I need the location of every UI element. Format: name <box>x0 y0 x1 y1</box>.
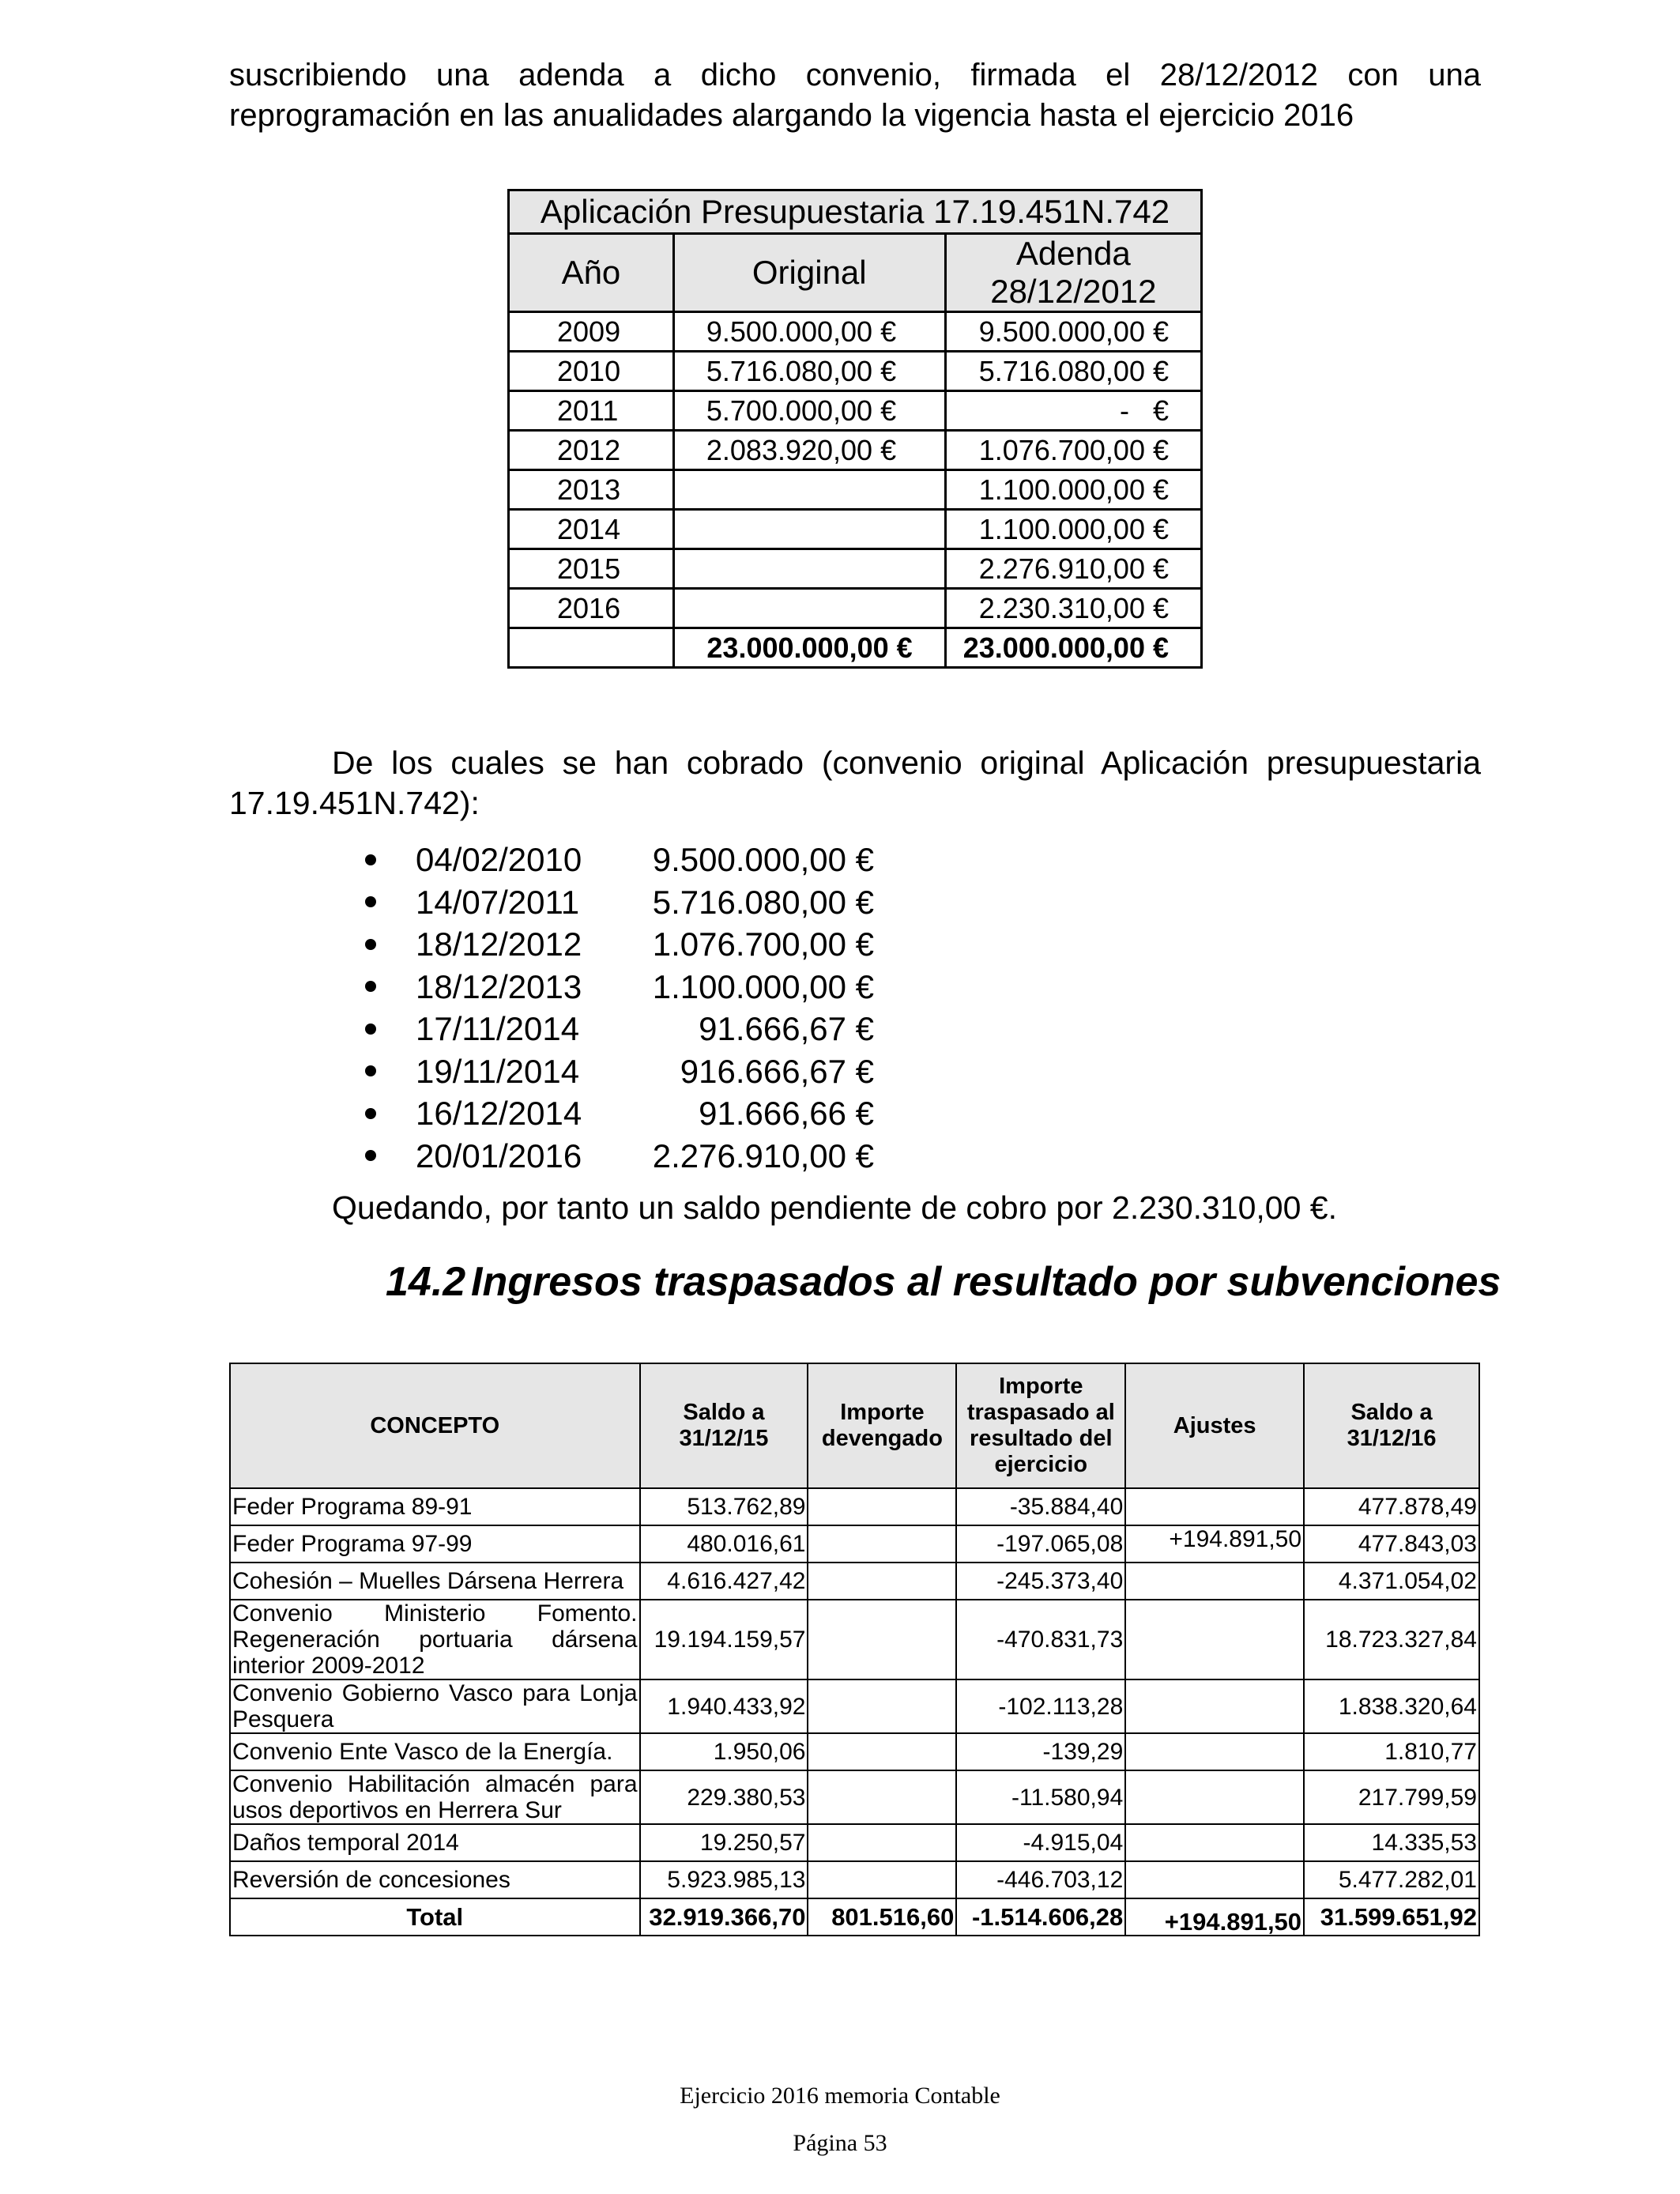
payment-date: 18/12/2013 <box>416 967 582 1005</box>
budget-row <box>509 312 1202 352</box>
subsidy-row <box>230 1861 1479 1898</box>
payment-amount: 5.716.080,00 € <box>652 883 874 921</box>
header-year: Año <box>509 234 674 312</box>
subsidy-traspasado: -4.915,04 <box>956 1824 1125 1861</box>
subsidy-row <box>230 1733 1479 1770</box>
subsidy-ajustes <box>1125 1679 1304 1733</box>
budget-year: 2013 <box>509 470 674 510</box>
payment-amount: 2.276.910,00 € <box>652 1137 874 1174</box>
subsidy-concepto: Cohesión – Muelles Dársena Herrera <box>230 1563 640 1600</box>
subsidy-saldo-15: 229.380,53 <box>640 1770 808 1824</box>
intro-paragraph <box>229 55 1481 136</box>
subsidy-devengado <box>808 1600 956 1679</box>
payment-date: 17/11/2014 <box>416 1010 580 1047</box>
section-heading <box>386 1258 1501 1306</box>
subsidy-traspasado: -102.113,28 <box>956 1679 1125 1733</box>
payment-item <box>356 1050 874 1093</box>
bullet-icon <box>365 1150 376 1161</box>
subsidy-devengado <box>808 1679 956 1733</box>
budget-year: 2010 <box>509 352 674 391</box>
saldo-paragraph <box>332 1188 1584 1228</box>
payment-item <box>356 1135 874 1178</box>
subsidy-saldo-15: 19.194.159,57 <box>640 1600 808 1679</box>
budget-adenda: - € <box>945 391 1201 431</box>
payment-item <box>356 839 874 881</box>
subsidy-saldo-16: 18.723.327,84 <box>1304 1600 1479 1679</box>
payment-date: 19/11/2014 <box>416 1052 580 1090</box>
subsidy-ajustes <box>1125 1600 1304 1679</box>
subsidy-saldo-16: 1.838.320,64 <box>1304 1679 1479 1733</box>
header-adenda: Adenda 28/12/2012 <box>945 234 1201 312</box>
footer-title: Ejercicio 2016 memoria Contable <box>680 2083 1000 2109</box>
intro-line-2: reprogramación en las anualidades alargando la vigencia hasta el ejercicio 2016 <box>229 98 1354 133</box>
subsidy-devengado <box>808 1733 956 1770</box>
payment-item <box>356 1008 874 1050</box>
subsidy-saldo-15: 4.616.427,42 <box>640 1563 808 1600</box>
subsidy-saldo-16: 477.878,49 <box>1304 1488 1479 1525</box>
subsidy-saldo-16: 4.371.054,02 <box>1304 1563 1479 1600</box>
budget-adenda: 1.100.000,00 € <box>945 470 1201 510</box>
subsidy-saldo-15: 1.940.433,92 <box>640 1679 808 1733</box>
subsidy-row <box>230 1770 1479 1824</box>
subsidy-row <box>230 1563 1479 1600</box>
subsidy-saldo-15: 480.016,61 <box>640 1525 808 1563</box>
budget-row <box>509 470 1202 510</box>
subsidy-traspasado: -197.065,08 <box>956 1525 1125 1563</box>
page-number: Página 53 <box>793 2130 887 2156</box>
payment-amount: 91.666,66 € <box>699 1095 874 1132</box>
subsidy-saldo-15: 1.950,06 <box>640 1733 808 1770</box>
bullet-icon <box>365 896 376 907</box>
subsidy-ajustes: +194.891,50 <box>1125 1525 1304 1563</box>
subsidy-devengado <box>808 1525 956 1563</box>
section-title: Ingresos traspasados al resultado por subvenciones <box>471 1259 1501 1305</box>
subsidies-table <box>229 1363 1480 1936</box>
payment-date: 18/12/2012 <box>416 925 582 963</box>
payment-amount: 91.666,67 € <box>699 1010 874 1047</box>
payment-date: 16/12/2014 <box>416 1095 582 1132</box>
payment-date: 14/07/2011 <box>416 883 580 921</box>
payment-item <box>356 966 874 1008</box>
budget-application-table <box>507 189 1203 669</box>
payments-list <box>356 839 874 1177</box>
total-saldo-15: 32.919.366,70 <box>640 1898 808 1936</box>
subsidy-ajustes <box>1125 1563 1304 1600</box>
subsidy-saldo-15: 5.923.985,13 <box>640 1861 808 1898</box>
budget-original <box>673 589 945 628</box>
payment-item <box>356 1092 874 1135</box>
payment-amount: 916.666,67 € <box>680 1052 874 1090</box>
subsidy-traspasado: -139,29 <box>956 1733 1125 1770</box>
subsidy-ajustes <box>1125 1770 1304 1824</box>
subsidy-ajustes <box>1125 1733 1304 1770</box>
subsidy-saldo-15: 513.762,89 <box>640 1488 808 1525</box>
subsidy-traspasado: -446.703,12 <box>956 1861 1125 1898</box>
subsidy-concepto: Convenio Ministerio Fomento. Regeneración portuaria dársena interior 2009-2012 <box>230 1600 640 1679</box>
subsidy-traspasado: -245.373,40 <box>956 1563 1125 1600</box>
subsidy-ajustes <box>1125 1824 1304 1861</box>
total-adenda: 23.000.000,00 € <box>945 628 1201 668</box>
payment-date: 04/02/2010 <box>416 841 582 878</box>
header-saldo-16: Saldo a 31/12/16 <box>1304 1363 1479 1488</box>
total-label: Total <box>230 1898 640 1936</box>
header-concepto: CONCEPTO <box>230 1363 640 1488</box>
payment-amount: 9.500.000,00 € <box>652 841 874 878</box>
budget-total-row <box>509 628 1202 668</box>
budget-original <box>673 470 945 510</box>
subsidy-row <box>230 1824 1479 1861</box>
budget-year: 2012 <box>509 431 674 470</box>
subsidy-row <box>230 1600 1479 1679</box>
subsidy-saldo-16: 1.810,77 <box>1304 1733 1479 1770</box>
bullet-icon <box>365 1065 376 1076</box>
payment-item <box>356 923 874 966</box>
subsidy-row <box>230 1488 1479 1525</box>
header-ajustes: Ajustes <box>1125 1363 1304 1488</box>
budget-original: 5.716.080,00 € <box>673 352 945 391</box>
bullet-icon <box>365 1023 376 1035</box>
subsidy-saldo-16: 217.799,59 <box>1304 1770 1479 1824</box>
subsidies-header-row <box>230 1363 1479 1488</box>
budget-row <box>509 431 1202 470</box>
subsidy-traspasado: -470.831,73 <box>956 1600 1125 1679</box>
budget-row <box>509 549 1202 589</box>
budget-year: 2011 <box>509 391 674 431</box>
budget-original: 5.700.000,00 € <box>673 391 945 431</box>
total-original: 23.000.000,00 € <box>673 628 945 668</box>
subsidy-devengado <box>808 1563 956 1600</box>
budget-adenda: 1.076.700,00 € <box>945 431 1201 470</box>
total-traspasado: -1.514.606,28 <box>956 1898 1125 1936</box>
total-ajustes: +194.891,50 <box>1125 1898 1304 1936</box>
budget-table-body <box>509 312 1202 628</box>
subsidies-total-row <box>230 1898 1479 1936</box>
payment-item <box>356 881 874 924</box>
budget-original: 9.500.000,00 € <box>673 312 945 352</box>
header-original: Original <box>673 234 945 312</box>
subsidy-saldo-16: 477.843,03 <box>1304 1525 1479 1563</box>
subsidy-concepto: Feder Programa 89-91 <box>230 1488 640 1525</box>
subsidy-devengado <box>808 1488 956 1525</box>
subsidy-traspasado: -11.580,94 <box>956 1770 1125 1824</box>
subsidy-saldo-16: 5.477.282,01 <box>1304 1861 1479 1898</box>
subsidy-concepto: Daños temporal 2014 <box>230 1824 640 1861</box>
budget-table-title: Aplicación Presupuestaria 17.19.451N.742 <box>509 190 1202 234</box>
header-traspasado: Importe traspasado al resultado del ejercicio <box>956 1363 1125 1488</box>
subsidy-saldo-15: 19.250,57 <box>640 1824 808 1861</box>
subsidy-devengado <box>808 1861 956 1898</box>
subsidy-row <box>230 1679 1479 1733</box>
header-saldo-15: Saldo a 31/12/15 <box>640 1363 808 1488</box>
budget-original <box>673 549 945 589</box>
total-devengado: 801.516,60 <box>808 1898 956 1936</box>
budget-row <box>509 352 1202 391</box>
budget-year: 2009 <box>509 312 674 352</box>
section-number: 14.2 <box>386 1259 466 1305</box>
cobrado-line-2: 17.19.451N.742): <box>229 785 480 821</box>
payment-amount: 1.100.000,00 € <box>652 967 874 1005</box>
subsidy-concepto: Feder Programa 97-99 <box>230 1525 640 1563</box>
payment-amount: 1.076.700,00 € <box>652 925 874 963</box>
budget-adenda: 9.500.000,00 € <box>945 312 1201 352</box>
subsidy-ajustes <box>1125 1488 1304 1525</box>
budget-row <box>509 391 1202 431</box>
budget-adenda: 2.276.910,00 € <box>945 549 1201 589</box>
subsidy-concepto: Convenio Habilitación almacén para usos deportivos en Herrera Sur <box>230 1770 640 1824</box>
subsidy-saldo-16: 14.335,53 <box>1304 1824 1479 1861</box>
subsidy-devengado <box>808 1824 956 1861</box>
subsidy-devengado <box>808 1770 956 1824</box>
budget-adenda: 2.230.310,00 € <box>945 589 1201 628</box>
budget-original <box>673 510 945 549</box>
budget-adenda: 1.100.000,00 € <box>945 510 1201 549</box>
cobrado-line-1: De los cuales se han cobrado (convenio original Aplicación presupuestaria <box>332 745 1481 781</box>
saldo-text: Quedando, por tanto un saldo pendiente de cobro por 2.230.310,00 €. <box>332 1189 1338 1226</box>
budget-year: 2016 <box>509 589 674 628</box>
subsidy-concepto: Convenio Gobierno Vasco para Lonja Pesquera <box>230 1679 640 1733</box>
subsidy-concepto: Reversión de concesiones <box>230 1861 640 1898</box>
subsidy-concepto: Convenio Ente Vasco de la Energía. <box>230 1733 640 1770</box>
intro-line-1: suscribiendo una adenda a dicho convenio, firmada el 28/12/2012 con una <box>229 58 1481 92</box>
bullet-icon <box>365 981 376 992</box>
subsidy-ajustes <box>1125 1861 1304 1898</box>
budget-row <box>509 510 1202 549</box>
bullet-icon <box>365 1108 376 1119</box>
budget-year: 2014 <box>509 510 674 549</box>
bullet-icon <box>365 854 376 865</box>
header-devengado: Importe devengado <box>808 1363 956 1488</box>
subsidies-table-body <box>230 1488 1479 1898</box>
cobrado-paragraph <box>229 743 1481 824</box>
subsidy-row <box>230 1525 1479 1563</box>
total-saldo-16: 31.599.651,92 <box>1304 1898 1479 1936</box>
payment-date: 20/01/2016 <box>416 1137 582 1174</box>
bullet-icon <box>365 939 376 950</box>
budget-year: 2015 <box>509 549 674 589</box>
subsidy-traspasado: -35.884,40 <box>956 1488 1125 1525</box>
budget-row <box>509 589 1202 628</box>
budget-original: 2.083.920,00 € <box>673 431 945 470</box>
budget-adenda: 5.716.080,00 € <box>945 352 1201 391</box>
